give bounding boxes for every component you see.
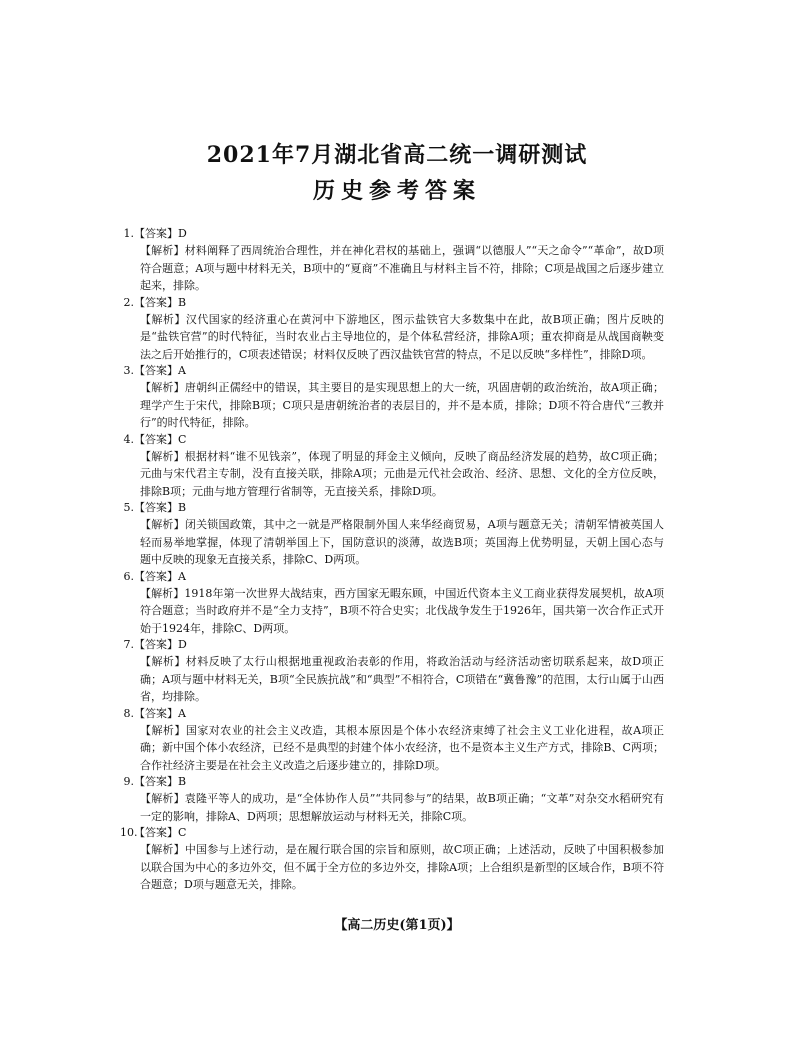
answer-line [123, 295, 664, 311]
explanation-text: 【解析】根据材料“谁不见钱亲”，体现了明显的拜金主义倾向，反映了商品经济发展的趋势，故C项正确；元曲与宋代君主专制，没有直接关联，排除A项；元曲是元代社会政治、经济、思想、文化的全方位反映，排除B项；元曲与地方管理行省制等，无直接关系，排除D项。 [140, 449, 664, 498]
question-number: 3. [123, 364, 134, 377]
answer-line [123, 637, 664, 653]
answer-value: 【答案】A [134, 706, 186, 720]
answer-line [123, 774, 664, 790]
answer-line [123, 432, 664, 448]
answer-item [123, 637, 664, 706]
answer-line [123, 500, 664, 516]
answer-value: 【答案】C [134, 826, 187, 839]
answer-item [123, 226, 664, 295]
explanation-text: 【解析】国家对农业的社会主义改造，其根本原因是个体小农经济束缚了社会主义工业化进程，故A项正确；新中国个体小农经济，已经不是典型的封建个体小农经济，也不是资本主义生产方式，排除B、C两项；合作社经济主要是在社会主义改造之后逐步建立的，排除D项。 [140, 723, 664, 772]
answer-value: 【答案】C [134, 432, 187, 446]
question-number: 2. [123, 295, 134, 309]
answer-value: 【答案】A [134, 364, 186, 377]
answer-line [123, 706, 664, 722]
explanation-text: 【解析】1918年第一次世界大战结束，西方国家无暇东顾，中国近代资本主义工商业获得发展契机，故A项符合题意；当时政府并不是“全力支持”，B项不符合史实；北伐战争发生于1926年，国共第一次合作正式开始于1924年，排除C、D两项。 [140, 586, 664, 635]
question-number: 10. [120, 826, 138, 839]
answer-line [120, 825, 664, 841]
question-number: 1. [123, 227, 134, 240]
explanation-text: 【解析】材料阐释了西周统治合理性，并在神化君权的基础上，强调“以德服人”“天之命令”“革命”，故D项符合题意；A项与题中材料无关，B项中的“夏商”不准确且与材料主旨不符，排除；C项是战国之后逐步建立起来，排除。 [140, 244, 664, 292]
explanation-text: 【解析】中国参与上述行动，是在履行联合国的宗旨和原则，故C项正确；上述活动，反映了中国积极参加以联合国为中心的多边外交，但不属于全方位的多边外交，排除A项；上合组织是新型的区域合作，B项不符合题意；D项与题意无关，排除。 [140, 843, 664, 891]
question-number: 5. [123, 501, 134, 514]
page-footer: 【高二历史(第1页)】 [334, 918, 460, 933]
explanation-text: 【解析】汉代国家的经济重心在黄河中下游地区，图示盐铁官大多数集中在此，故B项正确；图片反映的是“盐铁官营”的时代特征，当时农业占主导地位的，是个体私营经济，排除A项；重农抑商是从战国商鞅变法之后开始推行的，C项表述错误；材料仅反映了西汉盐铁官营的特点，不足以反映“多样性”，排除D项。 [140, 312, 664, 361]
answer-value: 【答案】B [134, 501, 187, 514]
answer-item [120, 825, 664, 894]
answer-item [123, 432, 664, 501]
question-number: 6. [123, 569, 134, 583]
answer-value: 【答案】D [134, 638, 187, 651]
question-number: 9. [123, 775, 134, 788]
answer-value: 【答案】D [134, 227, 187, 240]
answer-list [120, 226, 664, 894]
answer-item [123, 569, 664, 638]
answer-value: 【答案】B [134, 295, 187, 309]
document-subtitle: 历史参考答案 [312, 178, 481, 204]
document-title: 2021年7月湖北省高二统一调研测试 [206, 142, 588, 168]
question-number: 8. [123, 706, 134, 720]
question-number: 7. [123, 638, 134, 651]
answer-value: 【答案】A [134, 569, 186, 583]
explanation-text: 【解析】材料反映了太行山根据地重视政治表彰的作用，将政治活动与经济活动密切联系起来，故D项正确；A项与题中材料无关，B项“全民族抗战”和“典型”不相符合，C项错在“冀鲁豫”的范围，太行山属于山西省，均排除。 [140, 655, 664, 703]
answer-item [123, 295, 664, 364]
answer-item [123, 774, 664, 825]
answer-line [123, 363, 664, 379]
answer-line [123, 569, 664, 585]
answer-item [123, 363, 664, 432]
explanation-text: 【解析】闭关锁国政策，其中之一就是严格限制外国人来华经商贸易，A项与题意无关；清朝军情被英国人轻而易举地掌握，体现了清朝举国上下，国防意识的淡薄，故选B项；英国海上优势明显，天朝上国心态与题中反映的现象无直接关系，排除C、D两项。 [140, 518, 664, 566]
answer-value: 【答案】B [134, 775, 187, 788]
question-number: 4. [123, 432, 134, 446]
answer-item [123, 706, 664, 775]
explanation-text: 【解析】唐朝纠正儒经中的错误，其主要目的是实现思想上的大一统，巩固唐朝的政治统治，故A项正确；理学产生于宋代，排除B项；C项只是唐朝统治者的表层目的，并不是本质，排除；D项不符合唐代“三教并行”的时代特征，排除。 [140, 381, 664, 429]
answer-item [123, 500, 664, 569]
answer-line [123, 226, 664, 242]
explanation-text: 【解析】袁隆平等人的成功，是“全体协作人员”“共同参与”的结果，故B项正确；“文革”对杂交水稻研究有一定的影响，排除A、D两项；思想解放运动与材料无关，排除C项。 [140, 792, 664, 823]
